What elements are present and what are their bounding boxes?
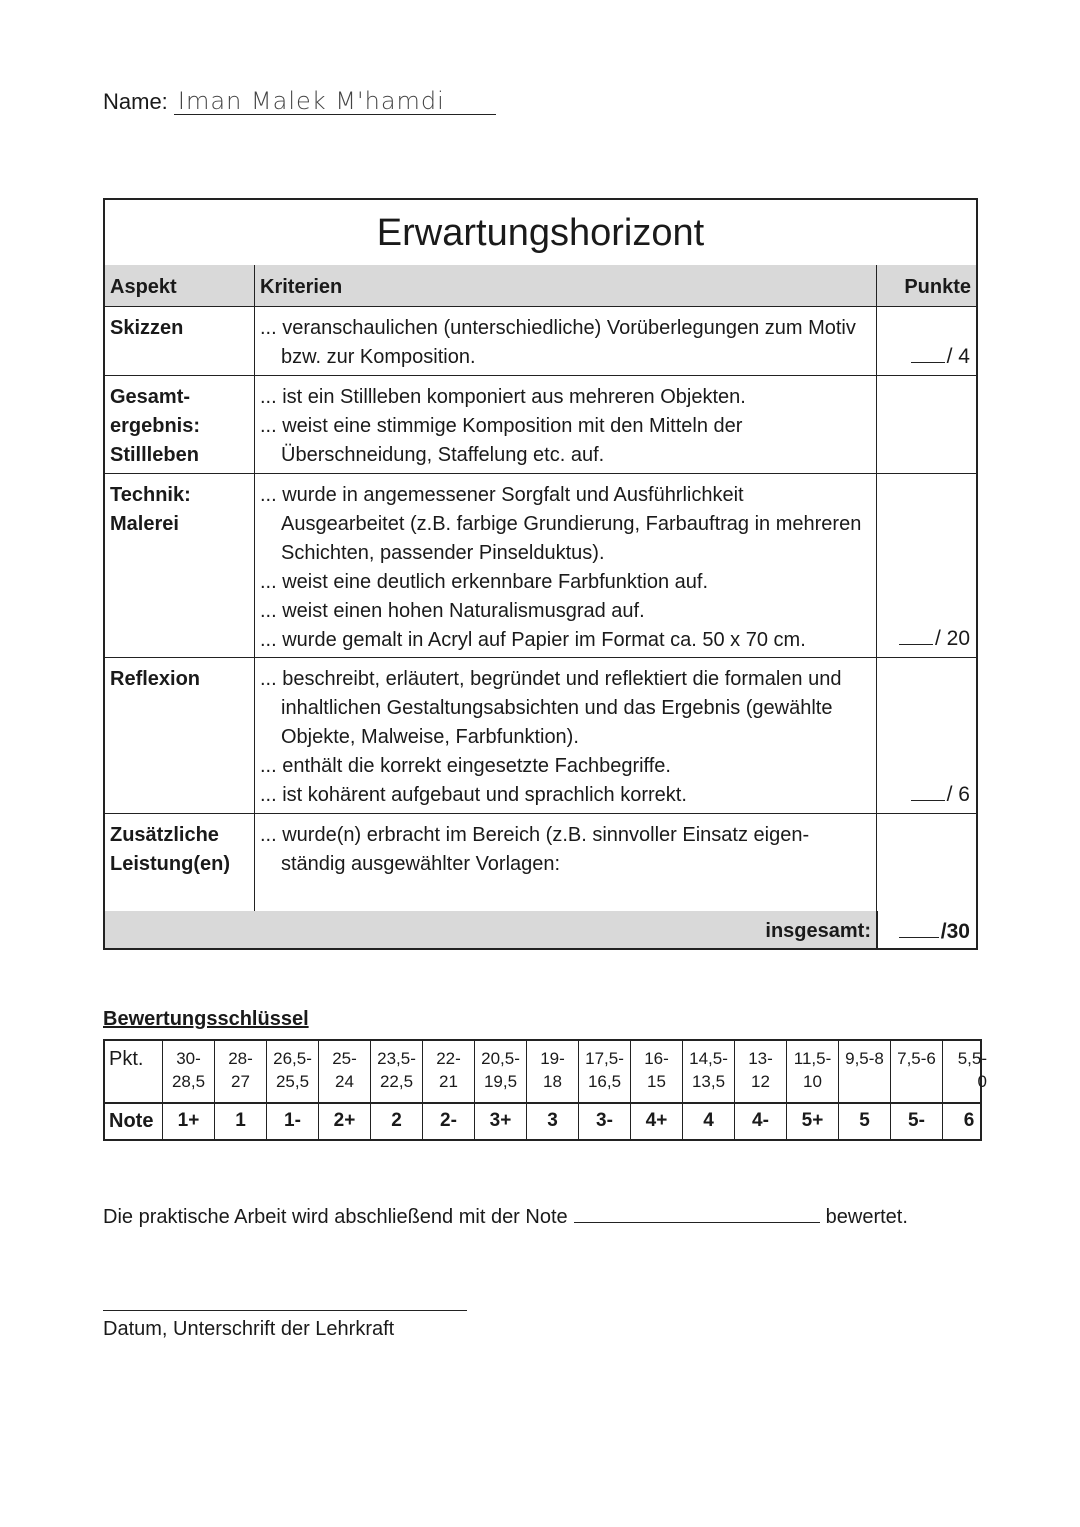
note-value: 2+ bbox=[319, 1102, 371, 1139]
header-punkte: Punkte bbox=[904, 276, 971, 298]
note-value: 3- bbox=[579, 1102, 631, 1139]
criterion: ... weist eine stimmige Komposition mit den Mitteln der Überschneidung, Staffelung etc. auf. bbox=[260, 415, 743, 466]
row-technik bbox=[105, 473, 976, 658]
pkt-range: 5,5- 0 bbox=[957, 1049, 987, 1091]
pkt-range: 13- 12 bbox=[735, 1041, 787, 1102]
note-value: 1+ bbox=[163, 1102, 215, 1139]
total-label: insgesamt: bbox=[105, 911, 877, 948]
pkt-range: 20,5- 19,5 bbox=[475, 1041, 527, 1102]
pkt-range: 26,5- 25,5 bbox=[267, 1041, 319, 1102]
aspect-reflexion: Reflexion bbox=[105, 657, 255, 813]
note-value: 3 bbox=[527, 1102, 579, 1139]
note-value: 2- bbox=[423, 1102, 475, 1139]
final-grade-field[interactable] bbox=[574, 1202, 820, 1223]
note-value: 4- bbox=[735, 1102, 787, 1139]
pkt-range: 30- 28,5 bbox=[163, 1041, 215, 1102]
pkt-range: 28- 27 bbox=[215, 1041, 267, 1102]
note-value: 4 bbox=[683, 1102, 735, 1139]
note-value: 1- bbox=[267, 1102, 319, 1139]
points-reflexion[interactable]: / 6 bbox=[911, 780, 970, 807]
header-row bbox=[105, 265, 976, 307]
pkt-range: 7,5-6 bbox=[891, 1041, 943, 1102]
note-value: 5+ bbox=[787, 1102, 839, 1139]
pkt-range: 25- 24 bbox=[319, 1041, 371, 1102]
name-label: Name: bbox=[103, 89, 168, 114]
pkt-range: 19- 18 bbox=[527, 1041, 579, 1102]
erwartungshorizont-table bbox=[103, 198, 978, 950]
note-value: 5- bbox=[891, 1102, 943, 1139]
name-field[interactable]: Iman Malek M'hamdi bbox=[174, 88, 496, 115]
name-line bbox=[103, 88, 496, 115]
pkt-range: 11,5- 10 bbox=[787, 1041, 839, 1102]
note-value: 2 bbox=[371, 1102, 423, 1139]
pkt-label: Pkt. bbox=[105, 1041, 163, 1102]
pkt-range: 22- 21 bbox=[423, 1041, 475, 1102]
pkt-range: 17,5- 16,5 bbox=[579, 1041, 631, 1102]
pkt-range: 14,5- 13,5 bbox=[683, 1041, 735, 1102]
pkt-row bbox=[105, 1041, 987, 1104]
total-row bbox=[105, 911, 976, 948]
bewertungsschluessel-table bbox=[103, 1039, 987, 1141]
criterion: ... enthält die korrekt eingesetzte Fachbegriffe. bbox=[260, 755, 671, 777]
criterion: ... ist ein Stillleben komponiert aus mehreren Objekten. bbox=[260, 386, 746, 408]
row-reflexion bbox=[105, 657, 976, 814]
criterion: ... ist kohärent aufgebaut und sprachlich korrekt. bbox=[260, 784, 687, 806]
criterion: ... weist eine deutlich erkennbare Farbfunktion auf. bbox=[260, 571, 709, 593]
note-row bbox=[105, 1102, 980, 1139]
criterion: ... wurde(n) erbracht im Bereich (z.B. sinnvoller Einsatz eigen-ständig ausgewählter Vorlagen: bbox=[260, 824, 810, 875]
note-value: 3+ bbox=[475, 1102, 527, 1139]
row-zusaetzliche bbox=[105, 813, 976, 912]
signature-label: Datum, Unterschrift der Lehrkraft bbox=[103, 1318, 395, 1340]
bewertungsschluessel-title: Bewertungsschlüssel bbox=[103, 1008, 309, 1030]
pkt-range: 16- 15 bbox=[631, 1041, 683, 1102]
aspect-skizzen: Skizzen bbox=[105, 306, 255, 375]
note-value: 1 bbox=[215, 1102, 267, 1139]
header-aspekt: Aspekt bbox=[105, 265, 255, 306]
points-technik[interactable]: / 20 bbox=[899, 624, 970, 651]
aspect-zusaetzliche: Zusätzliche Leistung(en) bbox=[105, 813, 255, 911]
points-zusaetzliche[interactable] bbox=[877, 813, 976, 911]
criterion: ... wurde in angemessener Sorgfalt und Ausführlichkeit Ausgearbeitet (z.B. farbige Grundierung, Farbauftrag in mehreren Schichten, passender Pinselduktus). bbox=[260, 484, 862, 564]
table-title: Erwartungshorizont bbox=[105, 200, 976, 267]
signature-line[interactable] bbox=[103, 1310, 467, 1311]
header-kriterien: Kriterien bbox=[255, 265, 877, 306]
aspect-gesamtergebnis: Gesamt- ergebnis: Stillleben bbox=[105, 375, 255, 473]
pkt-range: 23,5- 22,5 bbox=[371, 1041, 423, 1102]
final-grade-sentence: Die praktische Arbeit wird abschließend mit der Note bewertet. bbox=[103, 1202, 908, 1229]
note-value: 6 bbox=[963, 1110, 975, 1131]
row-skizzen bbox=[105, 306, 976, 376]
points-total[interactable]: /30 bbox=[899, 917, 970, 944]
points-skizzen[interactable]: / 4 bbox=[911, 342, 970, 369]
note-label: Note bbox=[105, 1102, 163, 1139]
aspect-technik: Technik: Malerei bbox=[105, 473, 255, 657]
row-gesamtergebnis bbox=[105, 375, 976, 474]
criterion: ... weist einen hohen Naturalismusgrad auf. bbox=[260, 600, 645, 622]
criterion: ... wurde gemalt in Acryl auf Papier im Format ca. 50 x 70 cm. bbox=[260, 629, 806, 651]
criterion: ... beschreibt, erläutert, begründet und reflektiert die formalen und inhaltlichen Gestaltungsabsichten und das Ergebnis (gewählte Objekte, Malweise, Farbfunktion). bbox=[260, 668, 842, 748]
note-value: 4+ bbox=[631, 1102, 683, 1139]
criterion: ... veranschaulichen (unterschiedliche) Vorüberlegungen zum Motiv bzw. zur Komposition. bbox=[260, 317, 856, 368]
note-value: 5 bbox=[839, 1102, 891, 1139]
pkt-range: 9,5-8 bbox=[839, 1041, 891, 1102]
